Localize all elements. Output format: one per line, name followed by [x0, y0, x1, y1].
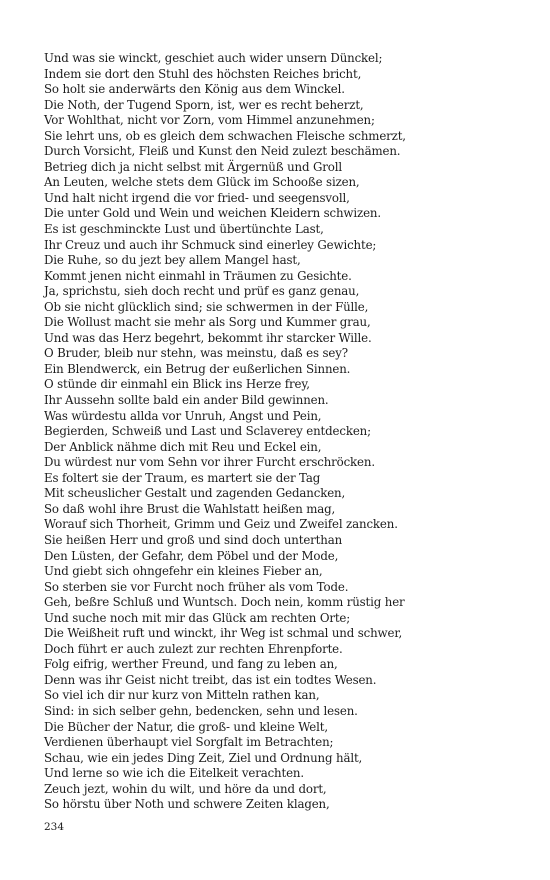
poem-line: Sie heißen Herr und groß und sind doch unterthan [44, 532, 343, 547]
poem-line: Folg eifrig, werther Freund, und fang zu leben an, [44, 657, 338, 672]
poem-line: So viel ich dir nur kurz von Mitteln rathen kan, [44, 688, 320, 703]
poem-line: Und giebt sich ohngefehr ein kleines Fieber an, [44, 564, 323, 579]
poem-line: Ob sie nicht glücklich sind; sie schwermen in der Fülle, [44, 299, 369, 314]
poem-line: Betrieg dich ja nicht selbst mit Ärgernüß und Groll [44, 159, 342, 174]
poem-line: Zeuch jezt, wohin du wilt, und höre da und dort, [44, 781, 327, 796]
poem-line: Die Ruhe, so du jezt bey allem Mangel hast, [44, 253, 301, 268]
poem-line: Ja, sprichstu, sieh doch recht und prüf es ganz genau, [44, 284, 360, 299]
poem-line: Ihr Aussehn sollte bald ein ander Bild gewinnen. [44, 393, 329, 408]
poem-line: Ein Blendwerck, ein Betrug der eußerlichen Sinnen. [44, 361, 351, 376]
poem-line: Sind: in sich selber gehn, bedencken, sehn und lesen. [44, 703, 358, 718]
poem-line: Durch Vorsicht, Fleiß und Kunst den Neid zulezt beschämen. [44, 144, 401, 159]
poem-line: Es foltert sie der Traum, es martert sie der Tag [44, 470, 321, 485]
poem-text [44, 51, 514, 813]
poem-line: Und suche noch mit mir das Glück am rechten Orte; [44, 610, 351, 625]
poem-line: Und halt nicht irgend die vor fried- und seegensvoll, [44, 190, 350, 205]
poem-line: Schau, wie ein jedes Ding Zeit, Ziel und Ordnung hält, [44, 750, 363, 765]
poem-line: Was würdestu allda vor Unruh, Angst und Pein, [44, 408, 322, 423]
poem-line: O stünde dir einmahl ein Blick ins Herze frey, [44, 377, 310, 392]
poem-line: So holt sie anderwärts den König aus dem Winckel. [44, 82, 345, 97]
poem-line: Den Lüsten, der Gefahr, dem Pöbel und der Mode, [44, 548, 339, 563]
poem-line: Die Wollust macht sie mehr als Sorg und Kummer grau, [44, 315, 371, 330]
poem-line: Es ist geschminckte Lust und übertünchte Last, [44, 222, 324, 237]
poem-line: Verdienen überhaupt viel Sorgfalt im Betrachten; [44, 735, 334, 750]
poem-line: Denn was ihr Geist nicht treibt, das ist ein todtes Wesen. [44, 672, 377, 687]
poem-line: Die unter Gold und Wein und weichen Kleidern schwizen. [44, 206, 381, 221]
poem-line: Indem sie dort den Stuhl des höchsten Reiches bricht, [44, 66, 362, 81]
poem-line: Begierden, Schweiß und Last und Sclaverey entdecken; [44, 424, 371, 439]
poem-line: Sie lehrt uns, ob es gleich dem schwachen Fleische schmerzt, [44, 128, 406, 143]
poem-line: So sterben sie vor Furcht noch früher als vom Tode. [44, 579, 349, 594]
poem-line: An Leuten, welche stets dem Glück im Schooße sizen, [44, 175, 360, 190]
poem-line: Doch führt er auch zulezt zur rechten Ehrenpforte. [44, 641, 343, 656]
poem-line: Die Noth, der Tugend Sporn, ist, wer es recht beherzt, [44, 97, 364, 112]
poem-line: Ihr Creuz und auch ihr Schmuck sind einerley Gewichte; [44, 237, 377, 252]
poem-line: Die Weißheit ruft und winckt, ihr Weg ist schmal und schwer, [44, 626, 403, 641]
poem-line: Worauf sich Thorheit, Grimm und Geiz und Zweifel zancken. [44, 517, 398, 532]
poem-line: So daß wohl ihre Brust die Wahlstatt heißen mag, [44, 501, 336, 516]
poem-line: Du würdest nur vom Sehn vor ihrer Furcht erschröcken. [44, 455, 375, 470]
poem-line: Mit scheuslicher Gestalt und zagenden Gedancken, [44, 486, 346, 501]
poem-line: Und lerne so wie ich die Eitelkeit verachten. [44, 766, 304, 781]
poem-line: Und was das Herz begehrt, bekommt ihr starcker Wille. [44, 330, 372, 345]
page-number: 234 [44, 821, 65, 833]
poem-line: So hörstu über Noth und schwere Zeiten klagen, [44, 797, 330, 812]
poem-line: Die Bücher der Natur, die groß- und kleine Welt, [44, 719, 328, 734]
poem-line: Der Anblick nähme dich mit Reu und Eckel ein, [44, 439, 322, 454]
poem-line: O Bruder, bleib nur stehn, was meinstu, daß es sey? [44, 346, 348, 361]
poem-line: Geh, beßre Schluß und Wuntsch. Doch nein, komm rüstig her [44, 595, 405, 610]
poem-line: Kommt jenen nicht einmahl in Träumen zu Gesichte. [44, 268, 352, 283]
poem-line: Und was sie winckt, geschiet auch wider unsern Dünckel; [44, 51, 383, 65]
poem-line: Vor Wohlthat, nicht vor Zorn, vom Himmel anzunehmen; [44, 113, 375, 128]
